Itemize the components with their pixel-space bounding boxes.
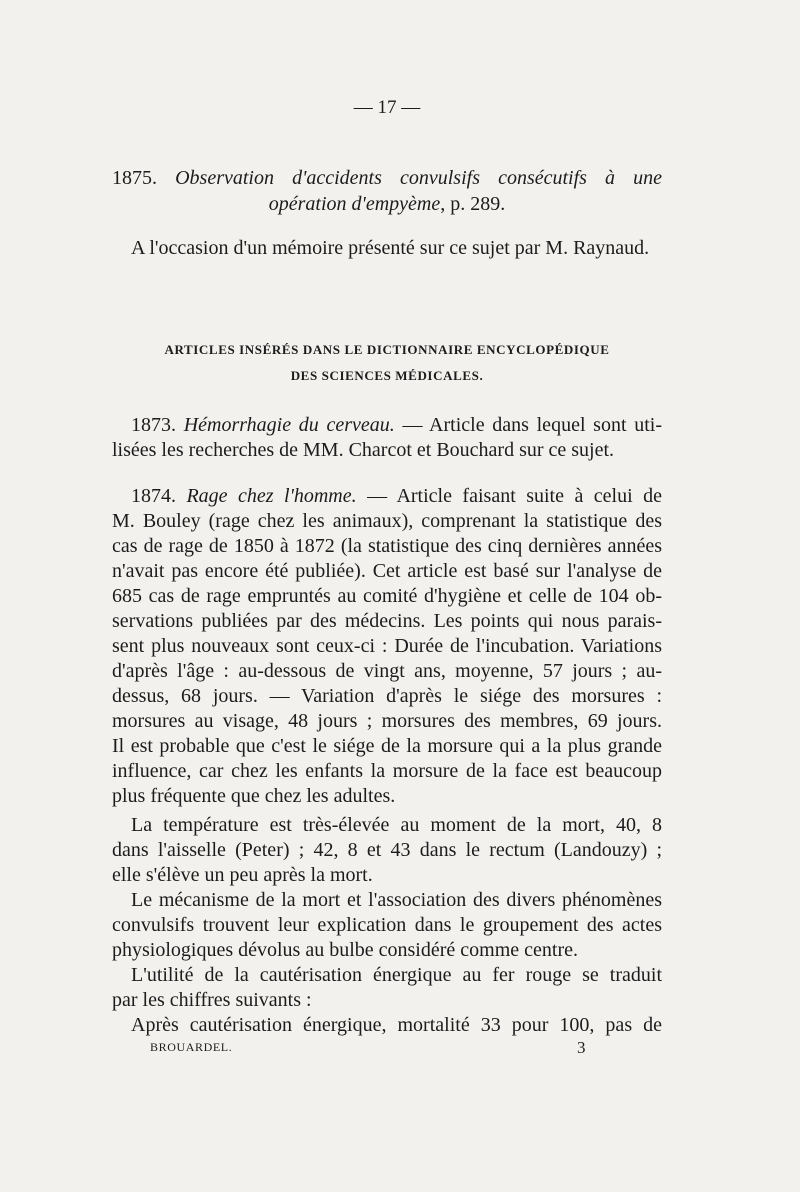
paragraph-line: dans l'aisselle (Peter) ; 42, 8 et 43 dans le rectum (Landouzy) ; — [112, 839, 662, 861]
entry-title: Observation d'accidents convulsifs consécutifs à une — [175, 167, 663, 189]
entry-1874-line: Il est probable que c'est le siége de la morsure qui a la plus grande — [112, 735, 662, 757]
entry-1874-line: morsures au visage, 48 jours ; morsures des membres, 69 jours. — [112, 710, 662, 732]
entry-1874-line: M. Bouley (rage chez les animaux), comprenant la statistique des — [112, 510, 662, 532]
section-heading-line1: ARTICLES INSÉRÉS DANS LE DICTIONNAIRE ENCYCLOPÉDIQUE — [164, 342, 610, 357]
entry-1874-line: 685 cas de rage empruntés au comité d'hygiène et celle de 104 ob- — [112, 585, 662, 607]
paragraph-line: convulsifs trouvent leur explication dans le groupement des actes — [112, 914, 662, 936]
entry-year: 1873. — [131, 414, 176, 436]
entry-1874-line: influence, car chez les enfants la morsure de la face est beaucoup — [112, 760, 662, 782]
entry-title: Rage chez l'homme. — [186, 485, 357, 507]
entry-year: 1874. — [131, 485, 176, 507]
entry-text: — Article faisant suite à celui de — [356, 485, 662, 507]
signature-mark: BROUARDEL. — [150, 1040, 233, 1054]
sheet-number: 3 — [577, 1038, 586, 1057]
paragraph-line: Après cautérisation énergique, mortalité 33 pour 100, pas de — [131, 1014, 662, 1036]
entry-1874-line: n'avait pas encore été publiée). Cet article est basé sur l'analyse de — [112, 560, 662, 582]
section-heading-line2: DES SCIENCES MÉDICALES. — [290, 368, 484, 383]
entry-1874-line1 — [131, 484, 662, 508]
entry-1874-line: d'après l'âge : au-dessous de vingt ans, moyenne, 57 jours ; au- — [112, 660, 662, 682]
entry-page-ref: , p. 289. — [440, 193, 506, 215]
entry-1875-line1 — [112, 166, 662, 190]
paragraph-line: physiologiques dévolus au bulbe considéré comme centre. — [112, 939, 578, 961]
entry-1874-line: plus fréquente que chez les adultes. — [112, 785, 396, 807]
entry-1874-line: servations publiées par des médecins. Les points qui nous parais- — [112, 610, 662, 632]
entry-1875-line2 — [112, 192, 662, 216]
page-number: — 17 — — [353, 97, 421, 118]
paragraph-line: La température est très-élevée au moment de la mort, 40, 8 — [131, 814, 662, 836]
entry-1874-line: sent plus nouveaux sont ceux-ci : Durée de l'incubation. Variations — [112, 635, 662, 657]
paragraph-line: elle s'élève un peu après la mort. — [112, 864, 373, 886]
paragraph-line: Le mécanisme de la mort et l'association des divers phénomènes — [131, 889, 662, 911]
entry-1873-line1 — [131, 413, 662, 437]
entry-title: Hémorrhagie du cerveau. — [183, 414, 395, 436]
paragraph-line: L'utilité de la cautérisation énergique au fer rouge se traduit — [131, 964, 662, 986]
entry-1873-line2: lisées les recherches de MM. Charcot et Bouchard sur ce sujet. — [112, 439, 615, 461]
entry-1874-line: dessus, 68 jours. — Variation d'après le siége des morsures : — [112, 685, 662, 707]
entry-year: 1875. — [112, 167, 157, 189]
entry-1874-line: cas de rage de 1850 à 1872 (la statistique des cinq dernières années — [112, 535, 662, 557]
paragraph-line: par les chiffres suivants : — [112, 989, 312, 1011]
entry-text: — Article dans lequel sont uti- — [394, 414, 662, 436]
entry-1875-note: A l'occasion d'un mémoire présenté sur ce sujet par M. Raynaud. — [131, 237, 650, 259]
entry-title-cont: opération d'empyème — [268, 193, 441, 215]
